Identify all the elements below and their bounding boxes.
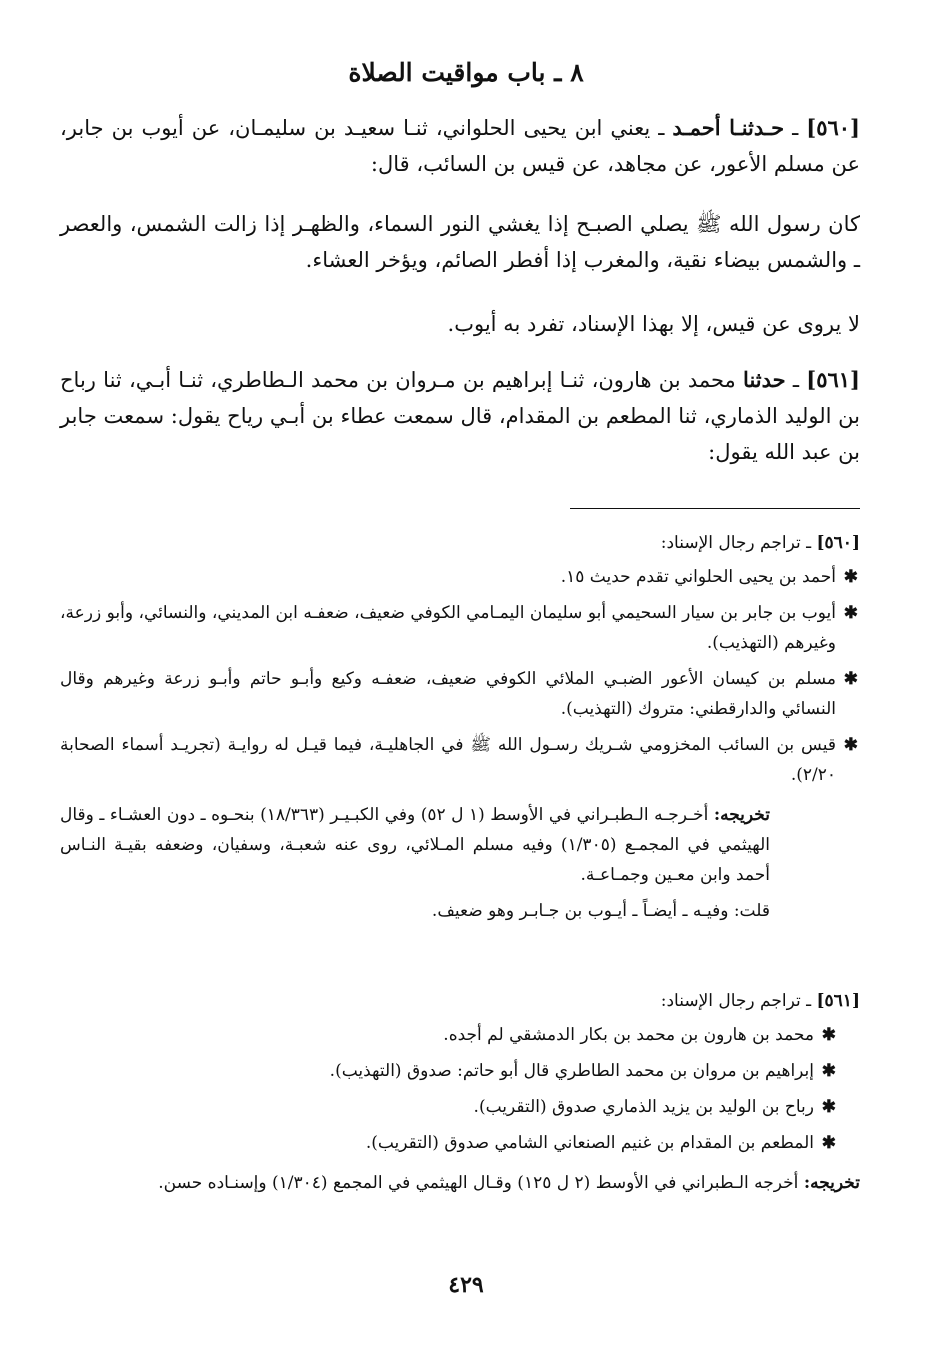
list-item: ✱ قيس بن السائب المخزومي شـريك رسـول الله ﷺ في الجاهليـة، فيما قيـل له روايـة (تجريـد أسماء الصحابة ٢/٢٠). bbox=[60, 730, 836, 790]
hadith-dash: ـ bbox=[792, 116, 799, 140]
takhrij-label: تخريجه: bbox=[713, 805, 770, 825]
hadith-opening: حـدثنـا أحمـد bbox=[672, 115, 785, 140]
notes-heading-text: ـ تراجم رجال الإسناد: bbox=[660, 533, 812, 553]
asterisk-icon: ✱ bbox=[843, 603, 858, 623]
page-number: ٤٢٩ bbox=[448, 1272, 484, 1298]
hadith-561-chain bbox=[60, 362, 860, 470]
asterisk-icon: ✱ bbox=[821, 1097, 836, 1117]
hadith-560-chain bbox=[60, 110, 860, 182]
asterisk-icon: ✱ bbox=[821, 1133, 836, 1153]
asterisk-icon: ✱ bbox=[843, 567, 858, 587]
takhrij-paragraph bbox=[60, 800, 770, 890]
list-item: ✱ إبراهيم بن مروان بن محمد الطاطري قال أبو حاتم: صدوق (التهذيب). bbox=[60, 1056, 814, 1086]
list-item: ✱ المطعم بن المقدام بن غنيم الصنعاني الشامي صدوق (التقريب). bbox=[60, 1128, 814, 1158]
asterisk-icon: ✱ bbox=[843, 735, 858, 755]
list-item: ✱ محمد بن هارون بن محمد بن بكار الدمشقي لم أجده. bbox=[60, 1020, 814, 1050]
notes-heading bbox=[60, 986, 860, 1016]
asterisk-icon: ✱ bbox=[843, 669, 858, 689]
hadith-560-text: كان رسول الله ﷺ يصلي الصبـح إذا يغشي النور السماء، والظهـر إذا زالت الشمس، والعصر ـ والشمس بيضاء نقية، والمغرب إذا أفطر الصائم، ويؤخر العشاء. bbox=[60, 212, 860, 272]
hadith-number: [٥٦١] bbox=[806, 367, 860, 392]
footnote-divider bbox=[570, 508, 860, 509]
narrators-list bbox=[60, 1020, 860, 1158]
notes-heading-text: ـ تراجم رجال الإسناد: bbox=[660, 991, 812, 1011]
list-item: ✱ أيوب بن جابر بن سيار السحيمي أبو سليمان اليمـامي الكوفي ضعيف، ضعفـه ابن المديني، والنسائي، وأبو زرعة، وغيرهم (التهذيب). bbox=[60, 598, 836, 658]
hadith-number: [٥٦٠] bbox=[806, 115, 860, 140]
takhrij-label: تخريجه: bbox=[803, 1173, 860, 1193]
notes-561 bbox=[60, 986, 860, 1198]
qultu-paragraph: قلت: وفيـه ـ أيضـاً ـ أيـوب بن جـابـر وهو ضعيف. bbox=[431, 901, 770, 921]
takhrij-text: أخرجه الـطبراني في الأوسط (٢ ل ١٢٥) وقـال الهيثمي في المجمع (١/٣٠٤) وإسنـاده حسن. bbox=[158, 1173, 799, 1193]
notes-number: [٥٦١] bbox=[816, 991, 860, 1011]
takhrij-paragraph bbox=[60, 1168, 860, 1198]
narrators-list bbox=[60, 562, 860, 790]
notes-heading bbox=[60, 528, 860, 558]
list-item: ✱ أحمد بن يحيى الحلواني تقدم حديث ١٥. bbox=[60, 562, 836, 592]
hadith-isnad: ـ يعني ابن يحيى الحلواني، ثنـا سعيـد بن سليمـان، عن أيوب بن جابر، عن مسلم الأعور، عن مجاهد، عن قيس بن السائب، قال: bbox=[60, 116, 860, 176]
chapter-title: ٨ ـ باب مواقيت الصلاة bbox=[348, 58, 584, 87]
hadith-isnad: محمد بن هارون، ثنـا إبراهيم بن مـروان بن محمد الـطاطري، ثنـا أبـي، ثنا رباح بن الوليد الذماري، ثنا المطعم بن المقدام، قال سمعت عطاء بن أبـي رياح يقول: سمعت جابر بن عبد الله يقول: bbox=[60, 368, 860, 464]
list-item: ✱ رباح بن الوليد بن يزيد الذماري صدوق (التقريب). bbox=[60, 1092, 814, 1122]
takhrij-text: أخـرجـه الـطبـراني في الأوسط (١ ل ٥٢) وفي الكبـيـر (١٨/٣٦٣) بنحـوه ـ دون العشـاء ـ وقال الهيثمي في المجمـع (١/٣٠٥) وفيه مسلم المـلائي، روى عنه شعبـة، وسفيان، وضعفه بقيـة النـاس أحمد وابن معـين وجمـاعـة. bbox=[60, 805, 770, 885]
asterisk-icon: ✱ bbox=[821, 1061, 836, 1081]
hadith-dash: ـ bbox=[792, 368, 800, 392]
list-item: ✱ مسلم بن كيسان الأعور الضبـي الملائي الكوفي ضعيف، ضعفـه وكيع وأبـو حاتم وأبـو زرعة وغيرهم وقال النسائي والدارقطني: متروك (التهذيب). bbox=[60, 664, 836, 724]
notes-560 bbox=[60, 528, 860, 926]
notes-number: [٥٦٠] bbox=[816, 533, 860, 553]
asterisk-icon: ✱ bbox=[821, 1025, 836, 1045]
hadith-560-remark: لا يروى عن قيس، إلا بهذا الإسناد، تفرد به أيوب. bbox=[447, 312, 860, 336]
hadith-opening: حدثنا bbox=[743, 367, 786, 392]
